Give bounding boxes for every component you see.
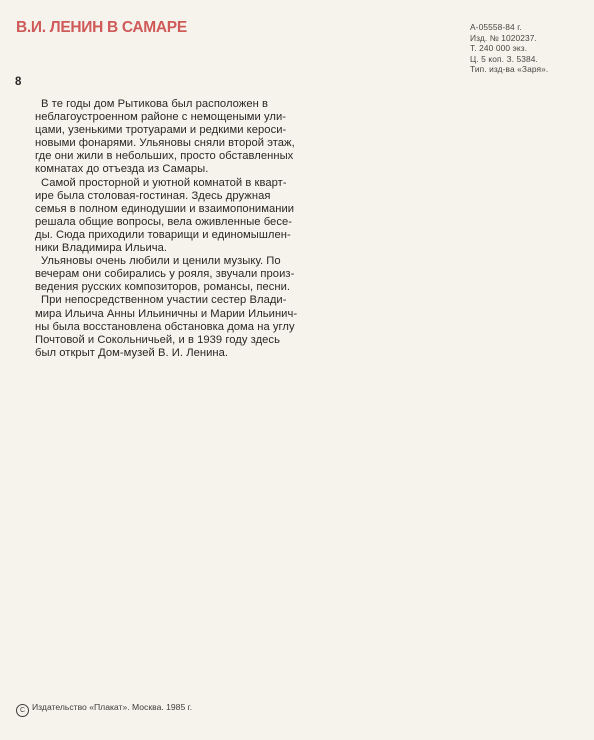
text-line: решала общие вопросы, вела оживленные бесе-: [35, 215, 293, 228]
imprint-line: Тип. изд-ва «Заря».: [470, 64, 549, 75]
text-line: ны была восстановлена обстановка дома на углу: [35, 320, 295, 333]
text-line: вечерам они собирались у рояля, звучали произ-: [35, 268, 295, 281]
paragraph-2: [35, 177, 335, 256]
text-line: Ульяновы очень любили и ценили музыку. По: [41, 255, 281, 268]
text-line: неблагоустроенном районе с немощеными ули-: [35, 111, 287, 124]
paragraph-3: [35, 255, 335, 294]
paragraph-4: [35, 294, 335, 359]
page-number: 8: [15, 76, 22, 88]
imprint-line: Изд. № 1020237.: [470, 32, 537, 43]
text-line: ники Владимира Ильича.: [35, 242, 168, 255]
text-line: ды. Сюда приходили товарищи и единомышлен-: [35, 228, 291, 241]
text-line: семья в полном единодушии и взаимопонимании: [35, 202, 295, 215]
text-line: В те годы дом Рытикова был расположен в: [41, 98, 268, 110]
imprint-line: Ц. 5 коп. З. 5384.: [470, 53, 538, 64]
imprint-block: [470, 22, 548, 75]
publisher-text: Издательство «Плакат». Москва. 1985 г.: [32, 702, 193, 712]
imprint-line: А-05558-84 г.: [470, 22, 522, 32]
publisher-footer: [16, 702, 192, 717]
text-line: где они жили в небольших, просто обставленных: [35, 150, 294, 163]
text-line: комнатах до отъезда из Самары.: [35, 163, 209, 176]
text-line: ведения русских композиторов, романсы, песни.: [35, 281, 291, 294]
text-line: При непосредственном участии сестер Влади-: [41, 294, 287, 307]
text-line: мира Ильича Анны Ильиничны и Марии Ильинич-: [35, 307, 298, 320]
text-line: Почтовой и Сокольничьей, и в 1939 году здесь: [35, 333, 280, 346]
body-text: [35, 98, 335, 360]
text-line: Самой просторной и уютной комнатой в кварт-: [41, 176, 287, 189]
imprint-line: Т. 240 000 экз.: [470, 43, 528, 54]
paragraph-1: [35, 98, 335, 177]
page-title: В.И. ЛЕНИН В САМАРЕ: [16, 19, 187, 36]
text-line: новыми фонарями. Ульяновы сняли второй этаж,: [35, 137, 295, 150]
text-line: ире была столовая-гостиная. Здесь дружная: [35, 189, 271, 202]
copyright-icon: C: [16, 704, 29, 717]
text-line: был открыт Дом-музей В. И. Ленина.: [35, 346, 229, 359]
text-line: цами, узенькими тротуарами и редкими кероси-: [35, 124, 287, 137]
